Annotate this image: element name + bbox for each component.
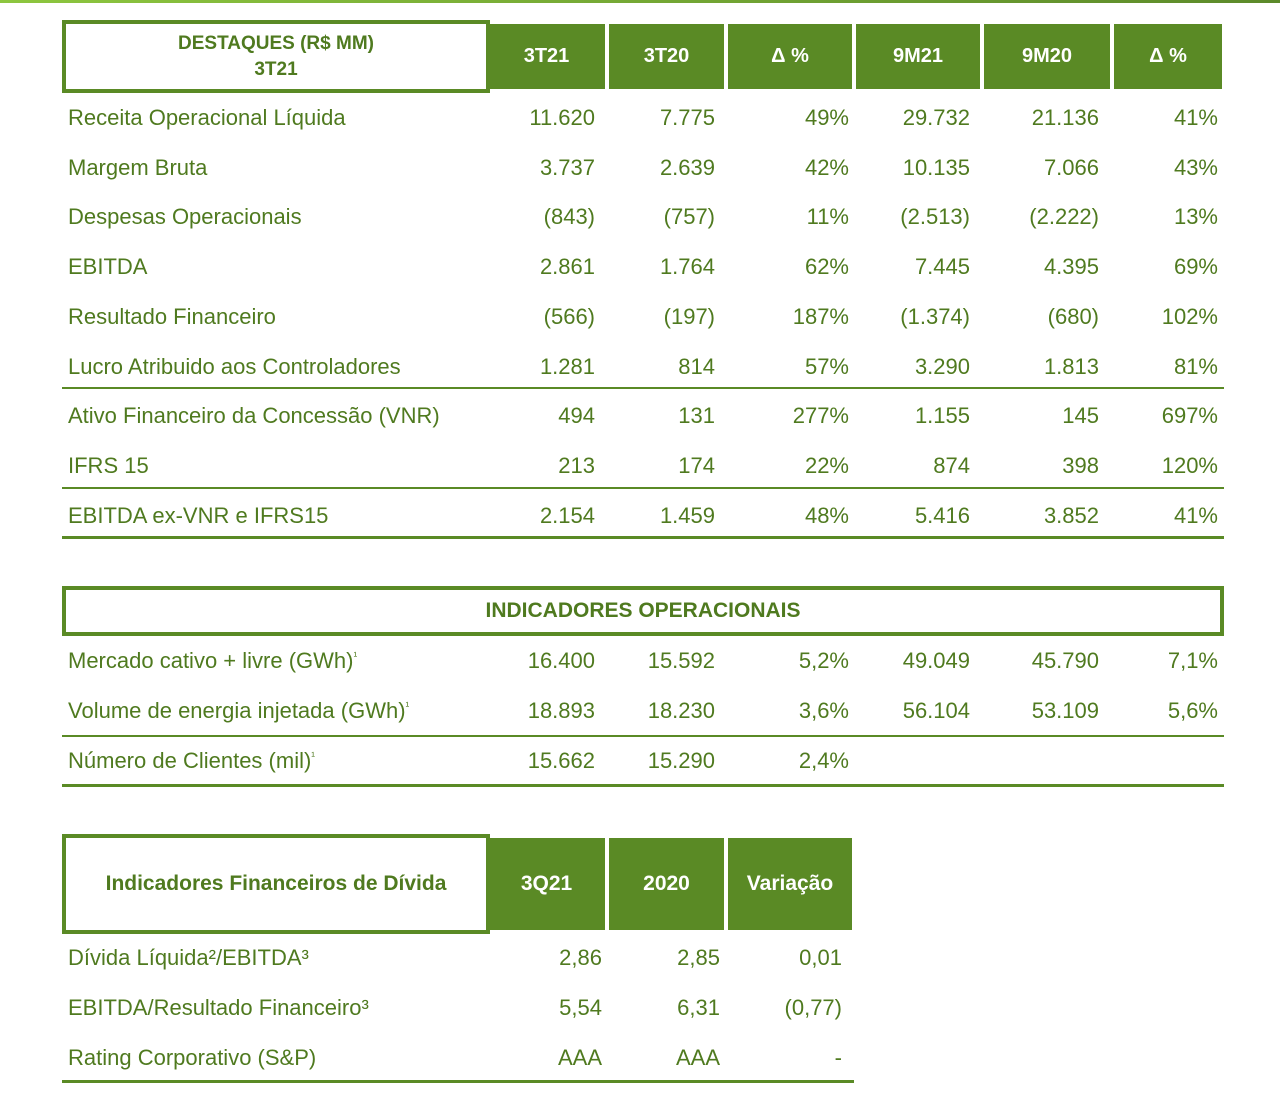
row-label-text: Ativo Financeiro da Concessão (VNR) bbox=[68, 403, 440, 429]
cell-value: 7,1% bbox=[1167, 648, 1218, 673]
cell-value: 1.155 bbox=[914, 403, 970, 429]
row-label bbox=[68, 748, 315, 774]
row-label bbox=[68, 945, 309, 971]
cell-value: (680) bbox=[1047, 303, 1099, 329]
cell-value: 874 bbox=[933, 452, 970, 478]
cell-value: 1.281 bbox=[539, 353, 595, 379]
cell-value: (2.222) bbox=[1029, 204, 1099, 230]
cell-value: 69% bbox=[1173, 254, 1218, 280]
divider bbox=[62, 387, 1224, 389]
cell-value: 11% bbox=[806, 204, 849, 230]
cell-value: 6,31 bbox=[677, 995, 720, 1020]
cell-value: 15.662 bbox=[527, 748, 595, 773]
table-row bbox=[0, 204, 1280, 254]
highlights-title-box bbox=[62, 20, 490, 93]
footnote-marker: ¹ bbox=[405, 700, 410, 713]
row-label bbox=[68, 204, 302, 230]
table-row bbox=[0, 155, 1280, 205]
col-header-3t20: 3T20 bbox=[609, 24, 724, 89]
row-label-text: EBITDA ex-VNR e IFRS15 bbox=[68, 502, 329, 528]
table-bottom-rule bbox=[62, 536, 1224, 539]
cell-value: AAA bbox=[675, 1045, 720, 1070]
row-label-text: Lucro Atribuido aos Controladores bbox=[68, 353, 401, 379]
cell-value: 3.852 bbox=[1043, 502, 1099, 528]
table-row bbox=[0, 995, 1280, 1045]
row-label bbox=[68, 698, 409, 724]
table-row bbox=[0, 503, 1280, 553]
row-label-text: Margem Bruta bbox=[68, 154, 208, 180]
cell-value: 41% bbox=[1173, 105, 1218, 130]
divider bbox=[62, 487, 1224, 489]
cell-value: 48% bbox=[804, 502, 849, 528]
highlights-subtitle: 3T21 bbox=[254, 58, 298, 80]
cell-value: 7.775 bbox=[659, 105, 715, 130]
row-label bbox=[68, 648, 357, 674]
row-label bbox=[68, 354, 401, 380]
cell-value: (197) bbox=[663, 303, 715, 329]
operational-title-box bbox=[62, 586, 1224, 636]
cell-value: 1.813 bbox=[1043, 353, 1099, 379]
debt-title-box bbox=[62, 834, 490, 934]
table-row bbox=[0, 1045, 1280, 1095]
cell-value: 53.109 bbox=[1031, 698, 1099, 723]
cell-value: 2,4% bbox=[798, 748, 849, 773]
row-label bbox=[68, 995, 369, 1021]
cell-value: 814 bbox=[678, 353, 715, 379]
col-header-2020: 2020 bbox=[609, 838, 724, 930]
cell-value: 2.861 bbox=[539, 254, 595, 280]
col-header-9m20: 9M20 bbox=[984, 24, 1110, 89]
cell-value: 398 bbox=[1062, 452, 1099, 478]
row-label-text: Despesas Operacionais bbox=[68, 204, 302, 230]
cell-value: 2,85 bbox=[677, 945, 720, 970]
cell-value: 10.135 bbox=[902, 154, 970, 180]
row-label-text: Resultado Financeiro bbox=[68, 303, 276, 329]
col-header-variacao: Variação bbox=[728, 838, 852, 930]
cell-value: 102% bbox=[1161, 303, 1218, 329]
top-rule bbox=[0, 0, 1280, 3]
row-label bbox=[68, 155, 207, 181]
cell-value: 2.154 bbox=[539, 502, 595, 528]
cell-value: 43% bbox=[1173, 154, 1218, 180]
cell-value: 45.790 bbox=[1031, 648, 1099, 673]
cell-value: 277% bbox=[792, 403, 849, 429]
cell-value: 5.416 bbox=[914, 502, 970, 528]
cell-value: 21.136 bbox=[1031, 105, 1099, 130]
footnote-marker: ¹ bbox=[353, 650, 358, 663]
table-row bbox=[0, 453, 1280, 503]
cell-value: 697% bbox=[1161, 403, 1218, 429]
col-header-3t21: 3T21 bbox=[488, 24, 605, 89]
operational-title: INDICADORES OPERACIONAIS bbox=[485, 599, 801, 622]
cell-value: 120% bbox=[1161, 452, 1218, 478]
cell-value: (757) bbox=[663, 204, 715, 230]
table-row bbox=[0, 945, 1280, 995]
row-label bbox=[68, 304, 276, 330]
row-label bbox=[68, 503, 328, 529]
cell-value: (843) bbox=[543, 204, 595, 230]
cell-value: 62% bbox=[804, 254, 849, 280]
row-label-text: EBITDA/Resultado Financeiro³ bbox=[68, 995, 369, 1020]
cell-value: (2.513) bbox=[900, 204, 970, 230]
cell-value: 11.620 bbox=[529, 105, 595, 130]
row-label-text: Rating Corporativo (S&P) bbox=[68, 1045, 317, 1070]
divider bbox=[62, 735, 1224, 737]
cell-value: 3,6% bbox=[798, 698, 849, 723]
row-label bbox=[68, 1045, 316, 1071]
debt-title: Indicadores Financeiros de Dívida bbox=[105, 872, 447, 895]
cell-value: 49.049 bbox=[902, 648, 970, 673]
cell-value: 13% bbox=[1173, 204, 1218, 230]
row-label bbox=[68, 453, 149, 479]
cell-value: 5,2% bbox=[798, 648, 849, 673]
row-label bbox=[68, 105, 346, 131]
cell-value: AAA bbox=[557, 1045, 602, 1070]
cell-value: 15.592 bbox=[647, 648, 715, 673]
table-row bbox=[0, 254, 1280, 304]
cell-value: 213 bbox=[558, 452, 595, 478]
col-header-delta-9m: Δ % bbox=[1114, 24, 1222, 89]
cell-value: 5,54 bbox=[559, 995, 602, 1020]
row-label-text: Dívida Líquida²/EBITDA³ bbox=[68, 945, 309, 970]
cell-value: 56.104 bbox=[902, 698, 970, 723]
table-row bbox=[0, 748, 1280, 798]
cell-value: 18.893 bbox=[527, 698, 595, 723]
cell-value: 7.445 bbox=[914, 254, 970, 280]
cell-value: 5,6% bbox=[1167, 698, 1218, 723]
table-row bbox=[0, 698, 1280, 748]
row-label-text: Receita Operacional Líquida bbox=[68, 105, 346, 130]
cell-value: 1.764 bbox=[659, 254, 715, 280]
cell-value: 3.290 bbox=[914, 353, 970, 379]
cell-value: 187% bbox=[792, 303, 849, 329]
cell-value: (566) bbox=[543, 303, 595, 329]
highlights-title: DESTAQUES (R$ MM) bbox=[178, 32, 374, 54]
cell-value: 174 bbox=[678, 452, 715, 478]
table-bottom-rule bbox=[62, 1080, 854, 1083]
cell-value: 81% bbox=[1173, 353, 1218, 379]
cell-value: 7.066 bbox=[1043, 154, 1099, 180]
row-label-text: IFRS 15 bbox=[68, 452, 149, 478]
row-label bbox=[68, 254, 147, 280]
cell-value: 494 bbox=[558, 403, 595, 429]
row-label-text: Número de Clientes (mil) bbox=[68, 748, 312, 773]
table-bottom-rule bbox=[62, 784, 1224, 787]
cell-value: 41% bbox=[1173, 502, 1218, 528]
cell-value: 2,86 bbox=[559, 945, 602, 970]
table-row bbox=[0, 354, 1280, 404]
cell-value: 2.639 bbox=[659, 154, 715, 180]
col-header-9m21: 9M21 bbox=[856, 24, 980, 89]
cell-value: 1.459 bbox=[659, 502, 715, 528]
cell-value: (1.374) bbox=[900, 303, 970, 329]
footnote-marker: ¹ bbox=[311, 750, 315, 763]
cell-value: (0,77) bbox=[784, 995, 842, 1020]
cell-value: 4.395 bbox=[1043, 254, 1099, 280]
cell-value: - bbox=[834, 1045, 842, 1070]
table-row bbox=[0, 105, 1280, 155]
cell-value: 15.290 bbox=[647, 748, 715, 773]
col-header-delta-q: Δ % bbox=[728, 24, 852, 89]
cell-value: 16.400 bbox=[527, 648, 595, 673]
cell-value: 3.737 bbox=[539, 154, 595, 180]
row-label-text: Volume de energia injetada (GWh) bbox=[68, 698, 406, 723]
cell-value: 0,01 bbox=[799, 945, 842, 970]
table-row bbox=[0, 304, 1280, 354]
cell-value: 29.732 bbox=[902, 105, 970, 130]
cell-value: 18.230 bbox=[647, 698, 715, 723]
table-row bbox=[0, 648, 1280, 698]
row-label-text: EBITDA bbox=[68, 254, 148, 280]
cell-value: 22% bbox=[804, 452, 849, 478]
row-label bbox=[68, 403, 440, 429]
col-header-3q21: 3Q21 bbox=[488, 838, 605, 930]
cell-value: 145 bbox=[1062, 403, 1099, 429]
cell-value: 42% bbox=[804, 154, 849, 180]
cell-value: 57% bbox=[804, 353, 849, 379]
table-row bbox=[0, 403, 1280, 453]
cell-value: 49% bbox=[804, 105, 849, 130]
cell-value: 131 bbox=[678, 403, 715, 429]
row-label-text: Mercado cativo + livre (GWh) bbox=[68, 648, 354, 673]
